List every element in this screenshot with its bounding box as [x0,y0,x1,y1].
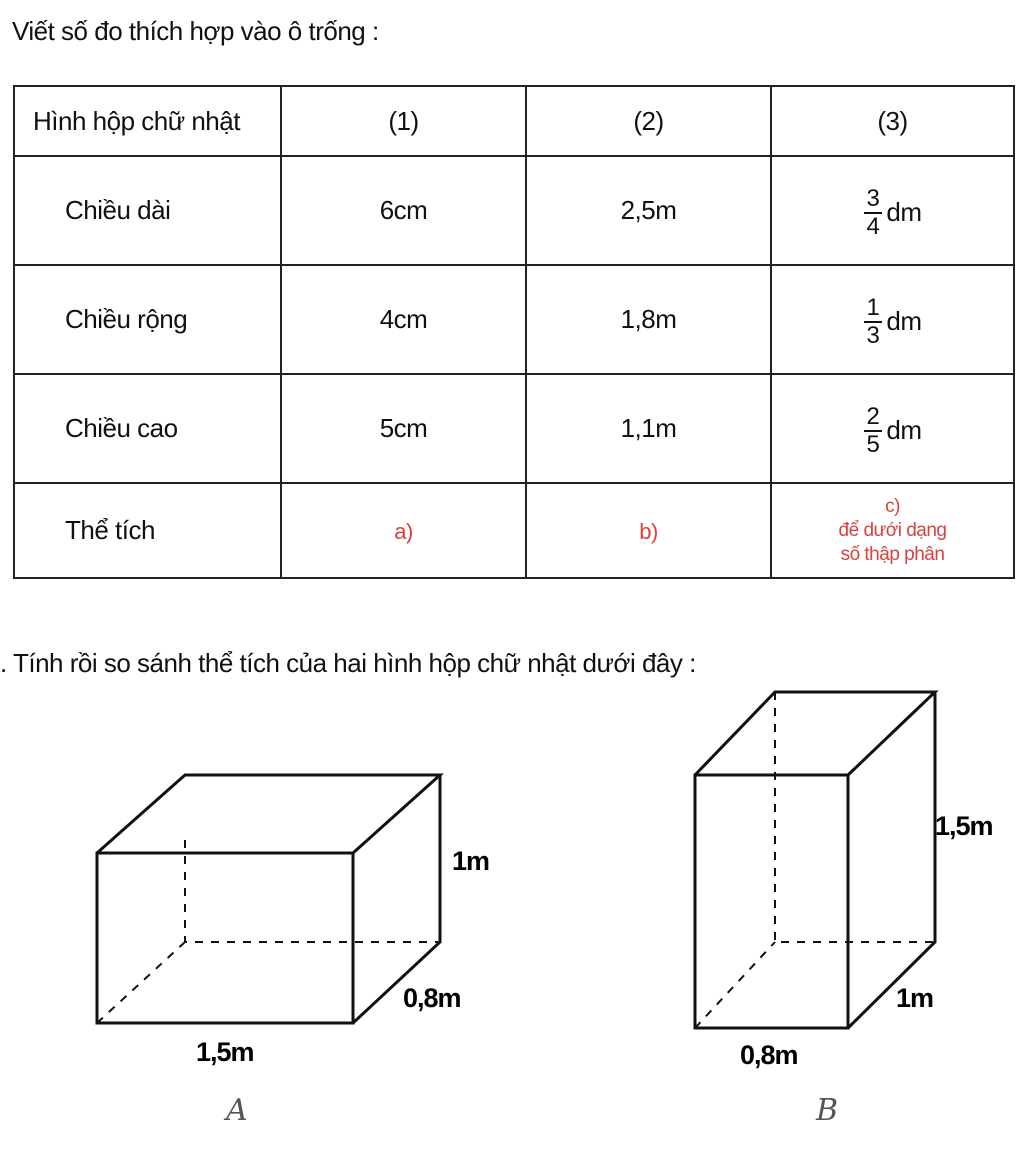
volume-row [14,483,1014,578]
box-b-name: B [816,1093,839,1128]
box-a-hidden-edges [185,840,440,942]
fraction-unit: dm [886,306,922,336]
answer-cell-c[interactable] [771,483,1014,578]
fraction-numerator: 2 [864,404,883,432]
box-b-side-edges [848,692,935,1028]
box-b-width-label: 0,8m [740,1040,798,1070]
fraction-cell [771,265,1014,374]
table-row [14,374,1014,483]
table-cell: 6cm [281,156,526,265]
header-cell: (2) [526,86,771,156]
answer-note-c [839,495,947,567]
answer-cell-b[interactable] [526,483,771,578]
task2-text: . Tính rồi so sánh thể tích của hai hình hộp chữ nhật dưới đây : [0,648,696,678]
fraction-unit: dm [886,197,922,227]
box-a-name: A [226,1093,248,1128]
fraction-cell [771,374,1014,483]
box-a-hidden-depth-edge [97,942,185,1023]
answer-cell-a[interactable] [281,483,526,578]
header-cell: Hình hộp chữ nhật [14,86,281,156]
box-a-depth-label: 0,8m [403,983,461,1013]
fraction-numerator: 1 [864,295,883,323]
answer-label-a: a) [394,519,413,544]
table-cell: 1,1m [526,374,771,483]
fraction-denominator: 4 [866,212,880,240]
header-cell: (3) [771,86,1014,156]
box-b-drawing [695,692,935,1028]
box-a-height-label: 1m [452,846,490,876]
table-header-row [14,86,1014,156]
box-a-front-face [97,853,353,1023]
row-label: Chiều dài [14,156,281,265]
answer-note-line1: để dưới dạng [838,519,947,541]
fraction-denominator: 5 [866,430,880,458]
table-row [14,265,1014,374]
table-cell: 2,5m [526,156,771,265]
fraction-denominator: 3 [866,321,880,349]
row-label: Chiều rộng [14,265,281,374]
fraction-unit: dm [886,415,922,445]
answer-label-c: c) [885,495,900,517]
row-label: Thể tích [14,483,281,578]
box-b-height-label: 1,5m [935,811,993,841]
header-cell: (1) [281,86,526,156]
instruction-text: Viết số đo thích hợp vào ô trống : [12,16,379,46]
fraction-cell [771,156,1014,265]
table-row [14,156,1014,265]
table-cell: 1,8m [526,265,771,374]
box-b-front-face [695,775,848,1028]
fraction-numerator: 3 [864,186,883,214]
row-label: Chiều cao [14,374,281,483]
dimensions-table [13,85,1015,579]
box-a-length-label: 1,5m [196,1037,254,1067]
box-figures [0,680,1024,1149]
table-cell: 5cm [281,374,526,483]
box-b-hidden-edges [775,692,935,942]
answer-note-line2: số thập phân [840,543,945,565]
box-a-top-face [97,775,440,853]
box-b-top-face [695,692,935,775]
box-b-hidden-depth-edge [695,942,775,1028]
table-cell: 4cm [281,265,526,374]
box-a-drawing [97,775,440,1023]
answer-label-b: b) [639,519,658,544]
box-b-depth-label: 1m [896,983,934,1013]
